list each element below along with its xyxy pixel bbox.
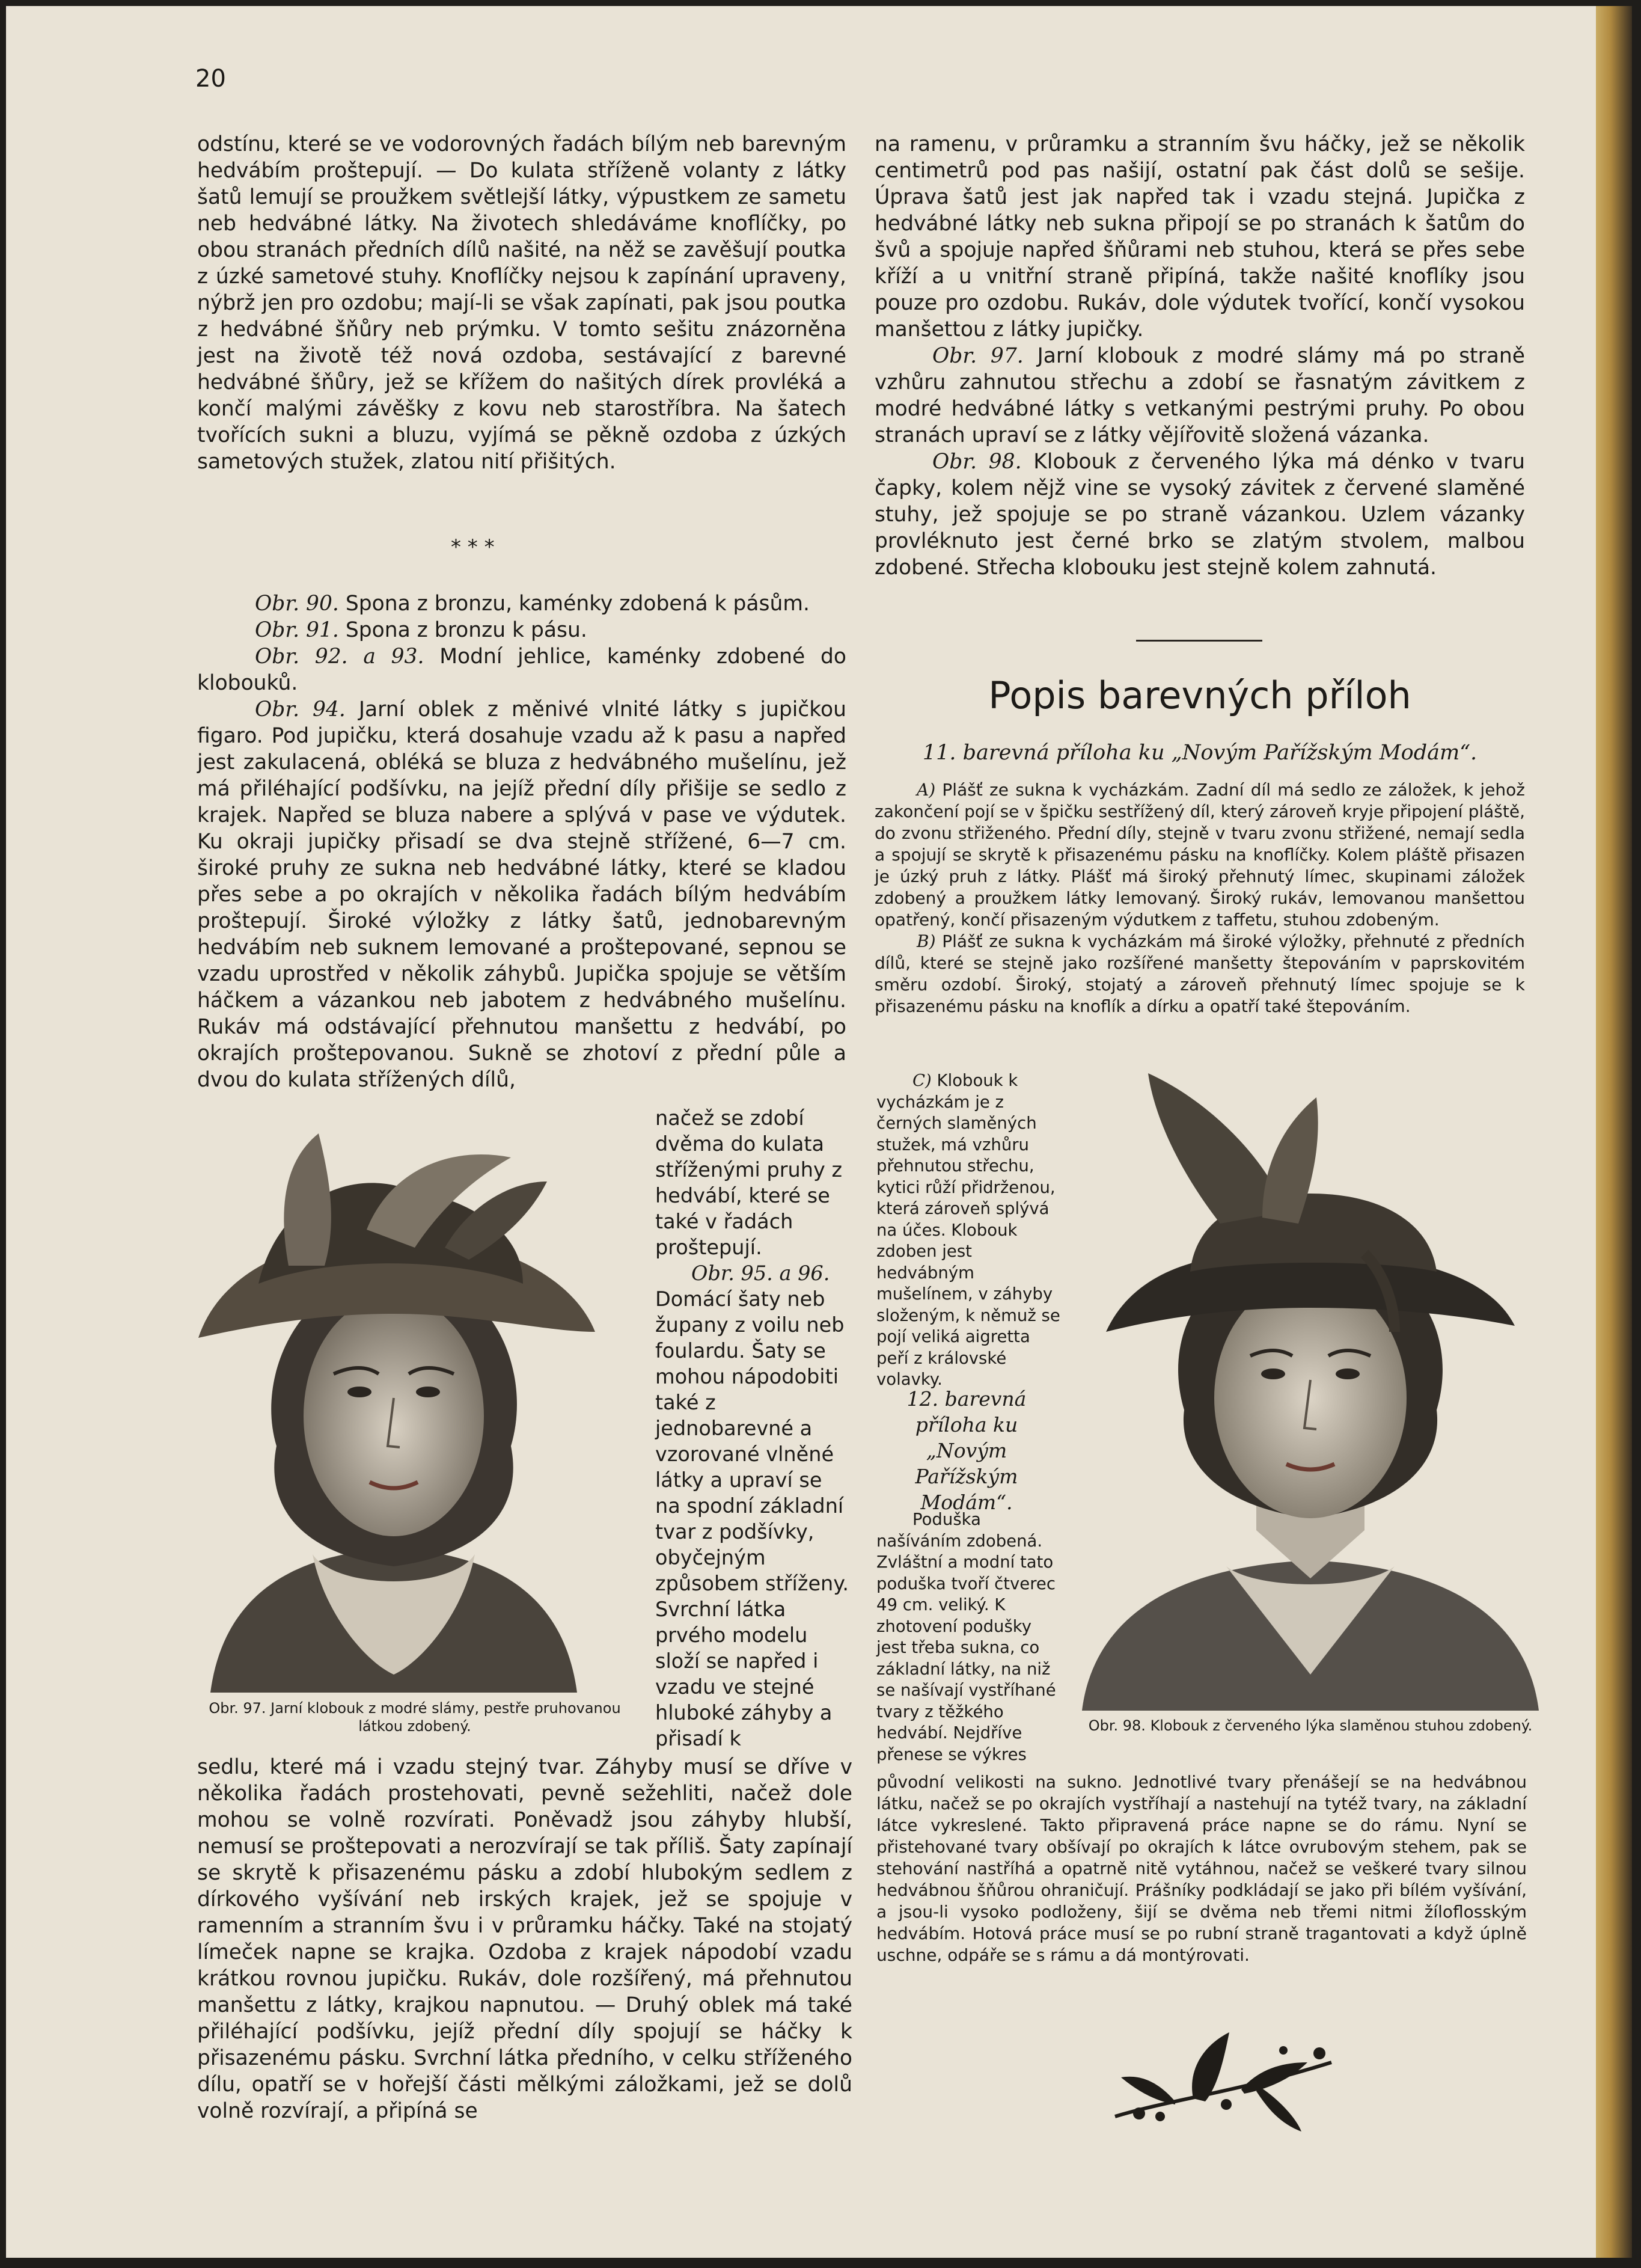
figure-97-hat-illustration	[186, 1133, 601, 1693]
item-obr-94	[197, 696, 846, 1093]
figure-ref: Obr. 90.	[255, 592, 339, 616]
leaf-branch-icon	[1103, 2026, 1343, 2135]
paragraph-continued: sedlu, které má i vzadu stejný tvar. Záhyby musí se dříve v několika řadách prostehovati, pevně sežehliti, načež dole mohou se volně rozvírati. Poněvadž jsou záhyby hlubší, nemusí se proštepovati a nerozvírají se tak příliš. Šaty zapínají se skrytě k přisazenému pásku a zdobí hlubokým sedlem z dírkového vyšívání neb irských krajek, jež se spojuje v ramenním a stranním švu i v průramku háčky. Také na stojatý límeček napne se krajka. Ozdoba z krajek nápodobí vzadu krátkou rovnou jupičku. Rukáv, dole rozšířený, má přehnutou manšettu z látky, krajkou napnutou. — Druhý oblek má také přiléhající podšívku, jejíž přední díly spojují se háčky k přisazenému pásku. Svrchní látka předního, v celku stříženého dílu, opatří se v hořejší části mělkými záložkami, jež se dolů volně rozvírají, a připíná se	[197, 1755, 852, 2123]
page-edge-shadow	[1596, 6, 1632, 2258]
item-obr-97	[875, 343, 1525, 449]
right-column-top	[875, 131, 1525, 581]
item-obr-98	[875, 449, 1525, 581]
portrait-engraving-98	[1082, 1073, 1539, 1711]
section-divider	[1136, 640, 1262, 642]
item-b	[875, 931, 1525, 1017]
item-text: Plášť ze sukna k vycházkám má široké výložky, přehnuté z předních dílů, které se stejně jako rozšířené manšetty štepováním v paprskovitém směru ozdobí. Široký, stojatý a zároveň přehnutý límec spojuje se k přisazenému pásku na knoflík a dírku a opatří také štepováním.	[875, 931, 1526, 1016]
item-label: C)	[912, 1071, 932, 1090]
item-text: Klobouk z červeného lýka má dénko v tvaru čapky, kolem nějž vine se vysoký závitek z červené slaměné stuhy, jež spojuje se po straně vázankou. Uzlem vázanky provléknuto jest černé brko se zlatým stvolem, malbou zdobené. Střecha klobouku jest stejně kolem zahnutá.	[875, 450, 1526, 580]
poduska-column	[876, 1509, 1062, 1765]
item-text: Spona z bronzu k pásu.	[345, 618, 587, 642]
left-column-bottom	[197, 1754, 852, 2124]
figure-ref: Obr. 94.	[255, 697, 346, 722]
left-column-top	[197, 131, 846, 475]
item-text: Modní jehlice, kaménky zdobené do klobouků.	[197, 645, 846, 695]
subheading-supplement-12: 12. barevná příloha ku „Novým Pařížským Modám“.	[906, 1387, 1027, 1514]
item-text: Plášť ze sukna k vycházkám. Zadní díl má sedlo ze záložek, k jehož zakončení pojí se v špičku sestřížený díl, který zároveň kryje připojení pláště, do zvonu střiženého. Přední díly, stejně v tvaru zvonu střižené, nemají sedla a spojují se skrytě k přisazenému pásku na knoflíčky. Kolem pláště přisazen je úzký pruh z látky. Plášť má široký přehnutý límec, skupinami záložek zdobený a proužkem látky lemovaný. Široký rukáv, lemovanou manšettou opatřený, končí přisazeným výdutkem z taffetu, stuhou zdobeným.	[875, 780, 1525, 930]
figure-ref: Obr. 97.	[932, 344, 1024, 368]
figure-98-hat-illustration	[1082, 1073, 1539, 1711]
floral-ornament	[1103, 2026, 1343, 2135]
item-text: Klobouk k vycházkám je z černých slaměných stužek, má vzhůru přehnutou střechu, kytici růží přidrženou, která zároveň splývá na účes. Klobouk zdoben jest hedvábným mušelínem, v záhyby složeným, k němuž se pojí veliká aigretta peří z královské volavky.	[876, 1071, 1060, 1389]
paragraph-continued: odstínu, které se ve vodorovných řadách bílým neb barevným hedvábím proštepují. — Do kulata stříženě volanty z látky šatů lemují se proužkem světlejší látky, výpustkem ze sametu neb hedvábné látky. Na životech shledáváme knoflíčky, po obou stranách předních dílů našité, na něž se zavěšují poutka z úzké sametové stuhy. Knoflíčky nejsou k zapínání upraveny, nýbrž jen pro ozdobu; mají-li se však zapínati, pak jsou poutka z hedvábné šňůry neb prýmku. V tomto sešitu znázorněna jest na životě též nová ozdoba, sestávající z barevné hedvábné šňůry, jež se křížem do našitých dírek provléká a končí malými závěšky z kovu neb starostříbra. Na šatech tvořících sukni a bluzu, vyjímá se pěkně ozdoba z úzkých sametových stužek, zlatou nití přišitých.	[197, 132, 846, 474]
item-text: Jarní oblek z měnivé vlnité látky s jupičkou figaro. Pod jupičku, která dosahuje vzadu až k pasu a napřed jest zakulacená, obléká se bluza z hedvábného mušelínu, jež má přiléhající podšívku, na jejíž přední díly přišije se sedlo z krajek. Napřed se bluza nabere a splývá v pase ve výdutek. Ku okraji jupičky přisadí se dva stejně střížené, 6—7 cm. široké pruhy ze sukna neb hedvábné látky, které se kladou přes sebe a po okrajích v několika řadách bílým hedvábím proštepují. Široké výložky z látky šatů, jednobarevným hedvábím neb suknem lemované a proštepované, sepnou se vzadu uprostřed v několik záhybů. Jupička spojuje se větším háčkem a vázankou neb jabotem z hedvábného mušelínu. Rukáv má odstávající přehnutou manšettu z hedvábí, po okrajích proštepovanou. Sukně se zhotoví z přední půle a dvou do kulata střížených dílů,	[197, 697, 847, 1092]
item-obr-91	[197, 617, 846, 643]
item-obr-90	[197, 590, 846, 617]
portrait-engraving-97	[186, 1133, 601, 1693]
item-text: Spona z bronzu, kaménky zdobená k pásům.	[345, 592, 810, 616]
caption-figure-98: Obr. 98. Klobouk z červeného lýka slaměnou stuhou zdobený.	[1088, 1717, 1533, 1734]
figure-ref: Obr. 98.	[932, 450, 1022, 474]
item-obr-92-93	[197, 643, 846, 696]
section-heading: Popis barevných příloh	[988, 673, 1411, 717]
separator-stars: * * *	[451, 535, 495, 559]
poduska-text-continued	[876, 1771, 1527, 1966]
paragraph-continued: na ramenu, v průramku a stranním švu háčky, jež se několik centimetrů pod pas našijí, ostatní pak část dolů se sešije. Úprava šatů jest jak napřed tak i vzadu stejná. Jupička z hedvábné látky neb sukna připojí se po stranách k šatům do švů a spojuje napřed šňůrami neb stuhou, která se přes sebe kříží a u vnitřní straně připíná, takže našité knoflíky jsou pouze pro ozdobu. Rukáv, dole výdutek tvořící, končí vysokou manšettou z látky jupičky.	[875, 132, 1525, 342]
item-c-column	[876, 1070, 1062, 1391]
left-column-middle	[197, 590, 846, 1093]
caption-figure-97: Obr. 97. Jarní klobouk z modré slámy, pestře pruhovanou látkou zdobený.	[209, 1700, 621, 1735]
item-label: B)	[917, 931, 936, 951]
narrow-text: načež se zdobí dvěma do kulata stříženými pruhy z hedvábí, které se také v řadách proštepují.	[655, 1106, 843, 1259]
paragraph-continued: původní velikosti na sukno. Jednotlivé tvary přenášejí se na hedvábnou látku, načež se po okrajích vystříhají a nastehují na tytéž tvary, na základní látce vykreslené. Takto připravená práce napne se do rámu. Nyní se přistehované tvary obšívají po okrajích k látce ovrubovým stehem, pak se stehování nastříhá a opatrně nitě vytáhnou, načež se veškeré tvary silnou hedvábnou šňůrou ohraničují. Prášníky podkládají se jako při bílém vyšívání, a jsou-li vysoko podloženy, šijí se dvěma neb třemi nitmi žíloflosským hedvábím. Hotová práce musí se po rubní straně tragantovati a když úplně uschne, odpáře se s rámu a dá montýrovati.	[876, 1772, 1527, 1965]
item-text: Domácí šaty neb župany z voilu neb foulardu. Šaty se mohou nápodobiti také z jednobarevné a vzorované vlněné látky a upraví se na spodní základní tvar z podšívky, obyčejným způsobem stříženy. Svrchní látka prvého modelu složí se napřed i vzadu ve stejné hluboké záhyby a přisadí k	[655, 1287, 849, 1750]
figure-ref: Obr. 95. a 96.	[691, 1261, 830, 1285]
page-number: 20	[195, 65, 226, 93]
item-obr-95-96	[655, 1260, 849, 1752]
supplement-11-text	[875, 779, 1525, 1017]
poduska-text: Poduška našíváním zdobená. Zvláštní a modní tato poduška tvoří čtverec 49 cm. veliký. K zhotovení podušky jest třeba sukna, co základní látky, na niž se našívají vystříhané tvary z těžkého hedvábí. Nejdříve přenese se výkres	[876, 1510, 1056, 1764]
item-label: A)	[917, 780, 936, 800]
figure-ref: Obr. 91.	[255, 618, 339, 642]
item-text: Jarní klobouk z modré slámy má po straně vzhůru zahnutou střechu a zdobí se řasnatým závitkem z modré hedvábné látky s vetkanými pestrými pruhy. Po obou stranách upraví se z látky vějířovitě složená vázanka.	[875, 344, 1525, 447]
subheading-supplement-11: 11. barevná příloha ku „Novým Pařížským Modám“.	[922, 741, 1478, 765]
left-narrow-column	[655, 1105, 849, 1752]
item-a	[875, 779, 1525, 931]
figure-ref: Obr. 92. a 93.	[255, 645, 424, 669]
item-c	[876, 1070, 1062, 1391]
